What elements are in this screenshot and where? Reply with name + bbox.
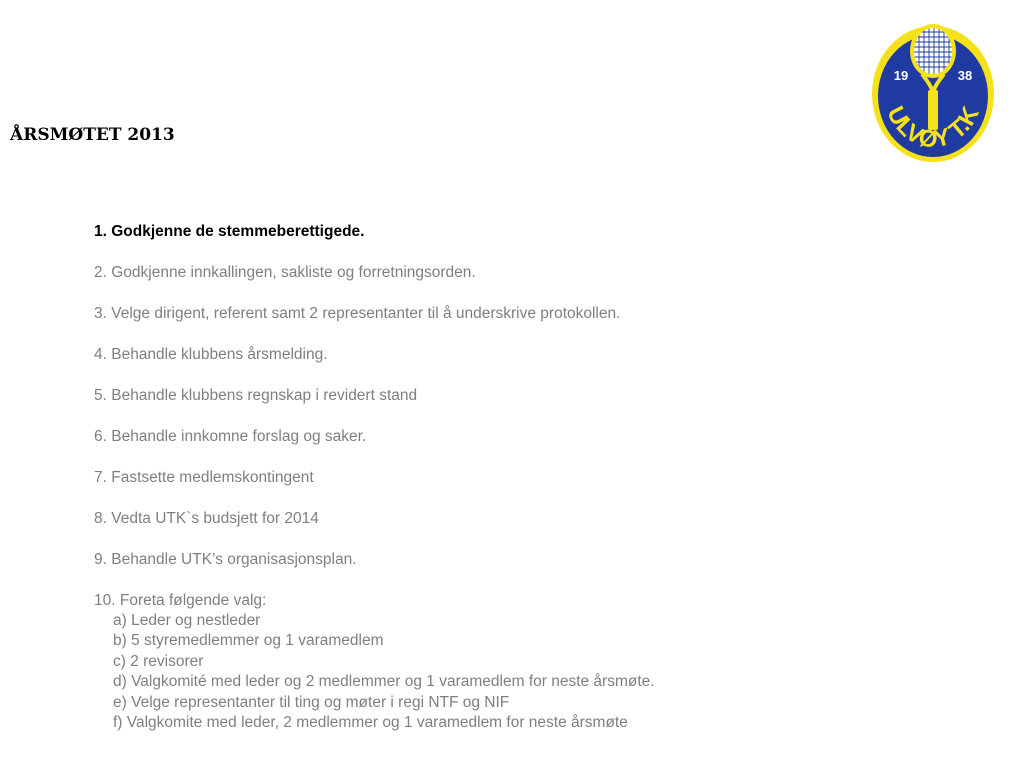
- logo-wordmark: ULVØY T.K: [881, 102, 985, 154]
- agenda-item-2: 2. Godkjenne innkallingen, sakliste og forretningsorden.: [94, 264, 476, 281]
- logo-year-right: 38: [957, 68, 973, 83]
- agenda-subitem-e: e) Velge representanter til ting og møter i regi NTF og NIF: [113, 693, 510, 711]
- agenda-item-5: 5. Behandle klubbens regnskap i revidert stand: [94, 387, 418, 404]
- agenda-item-1: 1. Godkjenne de stemmeberettigede.: [94, 223, 365, 240]
- agenda-item-9: 9. Behandle UTK’s organisasjonsplan.: [94, 551, 357, 568]
- ulvoy-tk-logo-icon: [870, 22, 996, 164]
- agenda-item-7: 7. Fastsette medlemskontingent: [94, 469, 314, 486]
- agenda-item-6: 6. Behandle innkomne forslag og saker.: [94, 428, 367, 445]
- agenda-item-3: 3. Velge dirigent, referent samt 2 representanter til å underskrive protokollen.: [94, 305, 621, 322]
- agenda-subitem-d: d) Valgkomité med leder og 2 medlemmer og 1 varamedlem for neste årsmøte.: [113, 673, 655, 691]
- logo-year-left: 19: [893, 68, 909, 83]
- agenda-list: [94, 222, 994, 733]
- agenda-item-8: 8. Vedta UTK`s budsjett for 2014: [94, 510, 319, 527]
- agenda-subitem-c: c) 2 revisorer: [113, 652, 204, 670]
- agenda-subitem-f: f) Valgkomite med leder, 2 medlemmer og 1 varamedlem for neste årsmøte: [113, 713, 628, 731]
- agenda-item-4: 4. Behandle klubbens årsmelding.: [94, 346, 328, 363]
- agenda-subitem-b: b) 5 styremedlemmer og 1 varamedlem: [113, 632, 384, 650]
- agenda-subitem-a: a) Leder og nestleder: [113, 612, 261, 629]
- slide-title: ÅRSMØTET 2013: [10, 125, 175, 145]
- club-logo: [870, 22, 996, 164]
- agenda-item-10: 10. Foreta følgende valg:: [94, 592, 267, 609]
